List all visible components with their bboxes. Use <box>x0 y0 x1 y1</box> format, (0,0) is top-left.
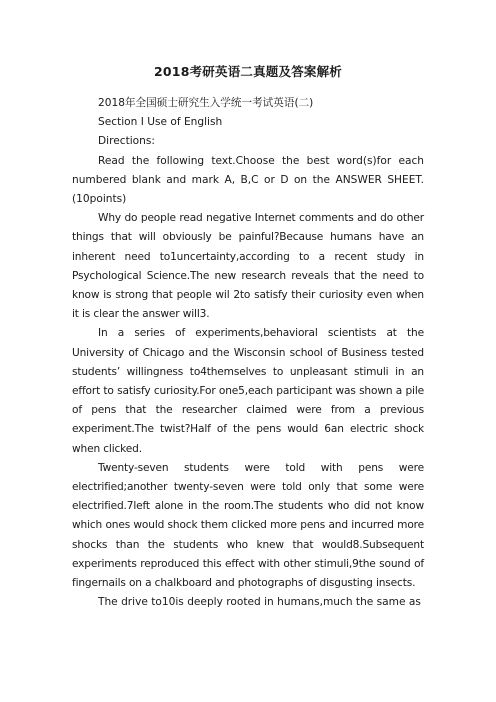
directions-label: Directions: <box>98 135 155 148</box>
document-body <box>72 94 424 612</box>
passage-paragraph-2: In a series of experiments,behavioral scientists at the University of Chicago and the Wisconsin school of Business tested students’ willingness to4themselves to unpleasant stimuli in an effort to satisfy curiosity.For one5,each participant was shown a pile of pens that the researcher claimed were from a previous experiment.The twist?Half of the pens would 6an electric shock when clicked. <box>72 327 424 455</box>
passage-paragraph-1: Why do people read negative Internet comments and do other things that will obviously be painful?Because humans have an inherent need to1uncertainty,according to a recent study in Psychological Science.The new research reveals that the need to know is strong that people wil 2to satisfy their curiosity even when it is clear the answer will3. <box>72 212 424 321</box>
exam-heading-line: 2018年全国硕士研究生入学统一考试英语(二) <box>98 97 314 109</box>
document-title: 2018考研英语二真题及答案解析 <box>154 64 342 79</box>
passage-paragraph-3: Twenty-seven students were told with pens were electrified;another twenty-seven were told only that some were electrified.7left alone in the room.The students who did not know which ones would shock them clicked more pens and incurred more shocks than the students who knew that would8.Subsequent experiments reproduced this effect with other stimuli,9the sound of fingernails on a chalkboard and photographs of disgusting insects. <box>72 461 424 590</box>
section-heading-line: Section I Use of English <box>98 116 223 129</box>
passage-paragraph-4: The drive to10is deeply rooted in humans,much the same as <box>98 596 421 609</box>
directions-paragraph: Read the following text.Choose the best word(s)for each numbered blank and mark A, B,C or D on the ANSWER SHEET.(10points) <box>72 154 424 206</box>
